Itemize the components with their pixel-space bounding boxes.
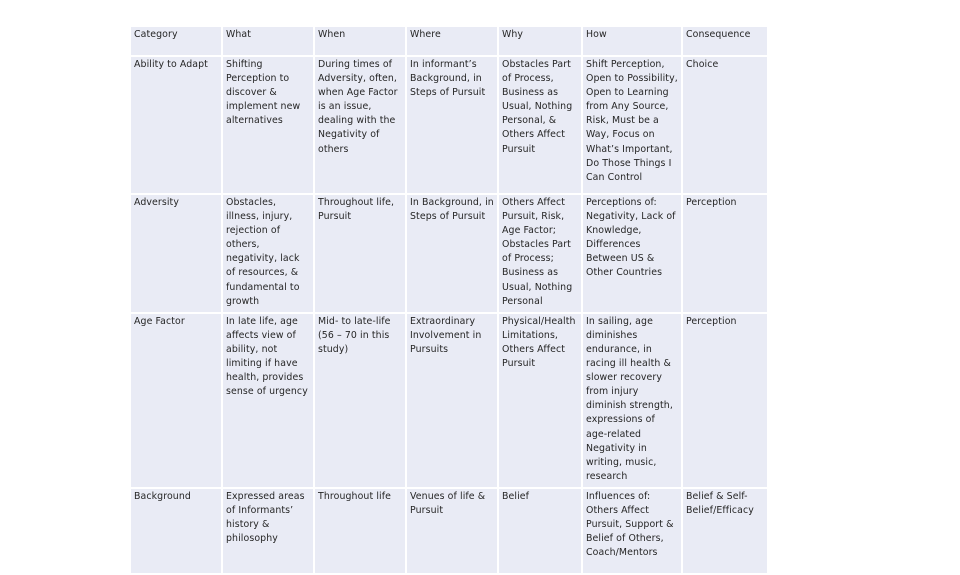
cell-category: Background bbox=[131, 489, 221, 573]
cell-how: Influences of: Others Affect Pursuit, Support & Belief of Others, Coach/Mentors bbox=[583, 489, 681, 573]
cell-why: Belief bbox=[499, 489, 581, 573]
cell-what: Shifting Perception to discover & implement new alternatives bbox=[223, 57, 313, 193]
cell-where: Extraordinary Involvement in Pursuits bbox=[407, 314, 497, 487]
header-cell-where: Where bbox=[407, 27, 497, 55]
table-header-row bbox=[131, 27, 767, 55]
cell-where: Venues of life & Pursuit bbox=[407, 489, 497, 573]
header-cell-category: Category bbox=[131, 27, 221, 55]
cell-when: Mid- to late-life (56 – 70 in this study) bbox=[315, 314, 405, 487]
cell-what: In late life, age affects view of ability, not limiting if have health, provides sense of urgency bbox=[223, 314, 313, 487]
cell-how: Shift Perception, Open to Possibility, Open to Learning from Any Source, Risk, Must be a Way, Focus on What’s Important, Do Those Things I Can Control bbox=[583, 57, 681, 193]
header-cell-how: How bbox=[583, 27, 681, 55]
analysis-table-container bbox=[129, 25, 769, 575]
cell-why: Obstacles Part of Process, Business as Usual, Nothing Personal, & Others Affect Pursuit bbox=[499, 57, 581, 193]
header-cell-what: What bbox=[223, 27, 313, 55]
cell-category: Adversity bbox=[131, 195, 221, 312]
cell-consequence: Perception bbox=[683, 314, 767, 487]
cell-category: Ability to Adapt bbox=[131, 57, 221, 193]
cell-what: Obstacles, illness, injury, rejection of others, negativity, lack of resources, & fundamental to growth bbox=[223, 195, 313, 312]
cell-consequence: Belief & Self-Belief/Efficacy bbox=[683, 489, 767, 573]
table-row bbox=[131, 489, 767, 573]
cell-why: Others Affect Pursuit, Risk, Age Factor; Obstacles Part of Process; Business as Usual, Nothing Personal bbox=[499, 195, 581, 312]
cell-consequence: Perception bbox=[683, 195, 767, 312]
cell-when: During times of Adversity, often, when Age Factor is an issue, dealing with the Negativity of others bbox=[315, 57, 405, 193]
table-row bbox=[131, 195, 767, 312]
analysis-table bbox=[129, 25, 769, 575]
cell-how: In sailing, age diminishes endurance, in racing ill health & slower recovery from injury diminish strength, expressions of age-related Negativity in writing, music, research bbox=[583, 314, 681, 487]
header-cell-consequence: Consequence bbox=[683, 27, 767, 55]
header-cell-when: When bbox=[315, 27, 405, 55]
cell-where: In Background, in Steps of Pursuit bbox=[407, 195, 497, 312]
table-row bbox=[131, 314, 767, 487]
cell-category: Age Factor bbox=[131, 314, 221, 487]
cell-why: Physical/Health Limitations, Others Affect Pursuit bbox=[499, 314, 581, 487]
cell-where: In informant’s Background, in Steps of Pursuit bbox=[407, 57, 497, 193]
cell-how: Perceptions of: Negativity, Lack of Knowledge, Differences Between US & Other Countries bbox=[583, 195, 681, 312]
cell-when: Throughout life, Pursuit bbox=[315, 195, 405, 312]
cell-consequence: Choice bbox=[683, 57, 767, 193]
cell-what: Expressed areas of Informants’ history & philosophy bbox=[223, 489, 313, 573]
header-cell-why: Why bbox=[499, 27, 581, 55]
cell-when: Throughout life bbox=[315, 489, 405, 573]
table-row bbox=[131, 57, 767, 193]
